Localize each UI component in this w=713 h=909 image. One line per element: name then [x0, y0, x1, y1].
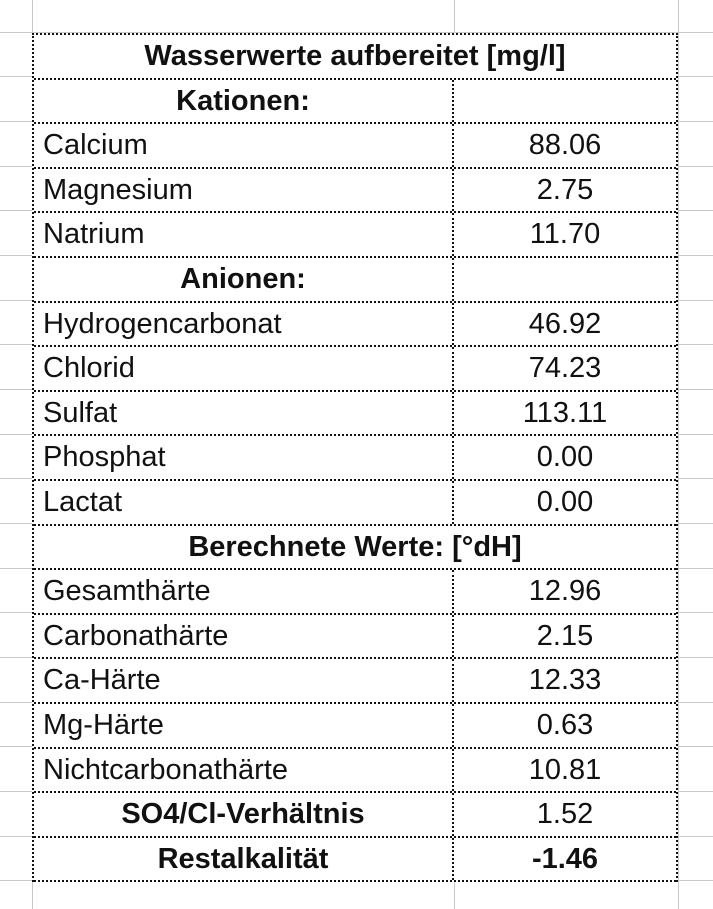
cell-name: Magnesium	[34, 169, 454, 212]
restalkalitaet-row[interactable]	[34, 838, 676, 883]
table-title-row[interactable]	[34, 35, 676, 80]
cell-value: 46.92	[528, 307, 602, 340]
empty-cell	[454, 80, 676, 123]
cell-name: Natrium	[34, 213, 454, 256]
cell-name: Ca-Härte	[34, 659, 454, 702]
table-row[interactable]	[34, 213, 676, 258]
water-values-table	[32, 33, 678, 882]
cell-name: Carbonathärte	[34, 615, 454, 658]
table-row[interactable]	[34, 347, 676, 392]
section-header-berechnet: Berechnete Werte: [°dH]	[188, 530, 522, 563]
table-row[interactable]	[34, 704, 676, 749]
section-header-row[interactable]	[34, 526, 676, 571]
restalkalitaet-label: Restalkalität	[34, 838, 454, 881]
table-row[interactable]	[34, 436, 676, 481]
cell-value: 0.00	[536, 441, 594, 474]
cell-name: Calcium	[34, 124, 454, 167]
table-row[interactable]	[34, 749, 676, 794]
section-header-kationen: Kationen:	[34, 80, 454, 123]
table-row[interactable]	[34, 392, 676, 437]
ratio-row[interactable]	[34, 793, 676, 838]
cell-name: Hydrogencarbonat	[34, 303, 454, 346]
cell-name: Nichtcarbonathärte	[34, 749, 454, 792]
ratio-label: SO4/Cl-Verhältnis	[34, 793, 454, 836]
cell-name: Gesamthärte	[34, 570, 454, 613]
ratio-value: 1.52	[536, 798, 594, 831]
cell-value: 12.96	[528, 575, 602, 608]
table-title: Wasserwerte aufbereitet [mg/l]	[144, 40, 566, 72]
section-header-row[interactable]	[34, 80, 676, 125]
grid-line	[678, 0, 679, 909]
table-row[interactable]	[34, 303, 676, 348]
cell-name: Sulfat	[34, 392, 454, 435]
restalkalitaet-value: -1.46	[531, 842, 599, 875]
empty-sheet-area	[32, 880, 678, 909]
table-row[interactable]	[34, 124, 676, 169]
cell-value: 10.81	[528, 753, 602, 786]
table-row[interactable]	[34, 169, 676, 214]
cell-value: 12.33	[528, 664, 602, 697]
cell-value: 113.11	[522, 396, 608, 429]
table-row[interactable]	[34, 481, 676, 526]
section-header-row[interactable]	[34, 258, 676, 303]
cell-name: Chlorid	[34, 347, 454, 390]
cell-value: 0.00	[536, 485, 594, 518]
table-row[interactable]	[34, 659, 676, 704]
table-row[interactable]	[34, 615, 676, 660]
cell-value: 88.06	[528, 129, 602, 162]
cell-value: 2.75	[536, 173, 594, 206]
cell-name: Lactat	[34, 481, 454, 524]
cell-value: 2.15	[536, 619, 594, 652]
cell-value: 74.23	[528, 352, 602, 385]
cell-name: Mg-Härte	[34, 704, 454, 747]
cell-name: Phosphat	[34, 436, 454, 479]
cell-value: 0.63	[536, 708, 594, 741]
table-row[interactable]	[34, 570, 676, 615]
section-header-anionen: Anionen:	[34, 258, 454, 301]
cell-value: 11.70	[529, 218, 601, 251]
empty-cell	[454, 258, 676, 301]
